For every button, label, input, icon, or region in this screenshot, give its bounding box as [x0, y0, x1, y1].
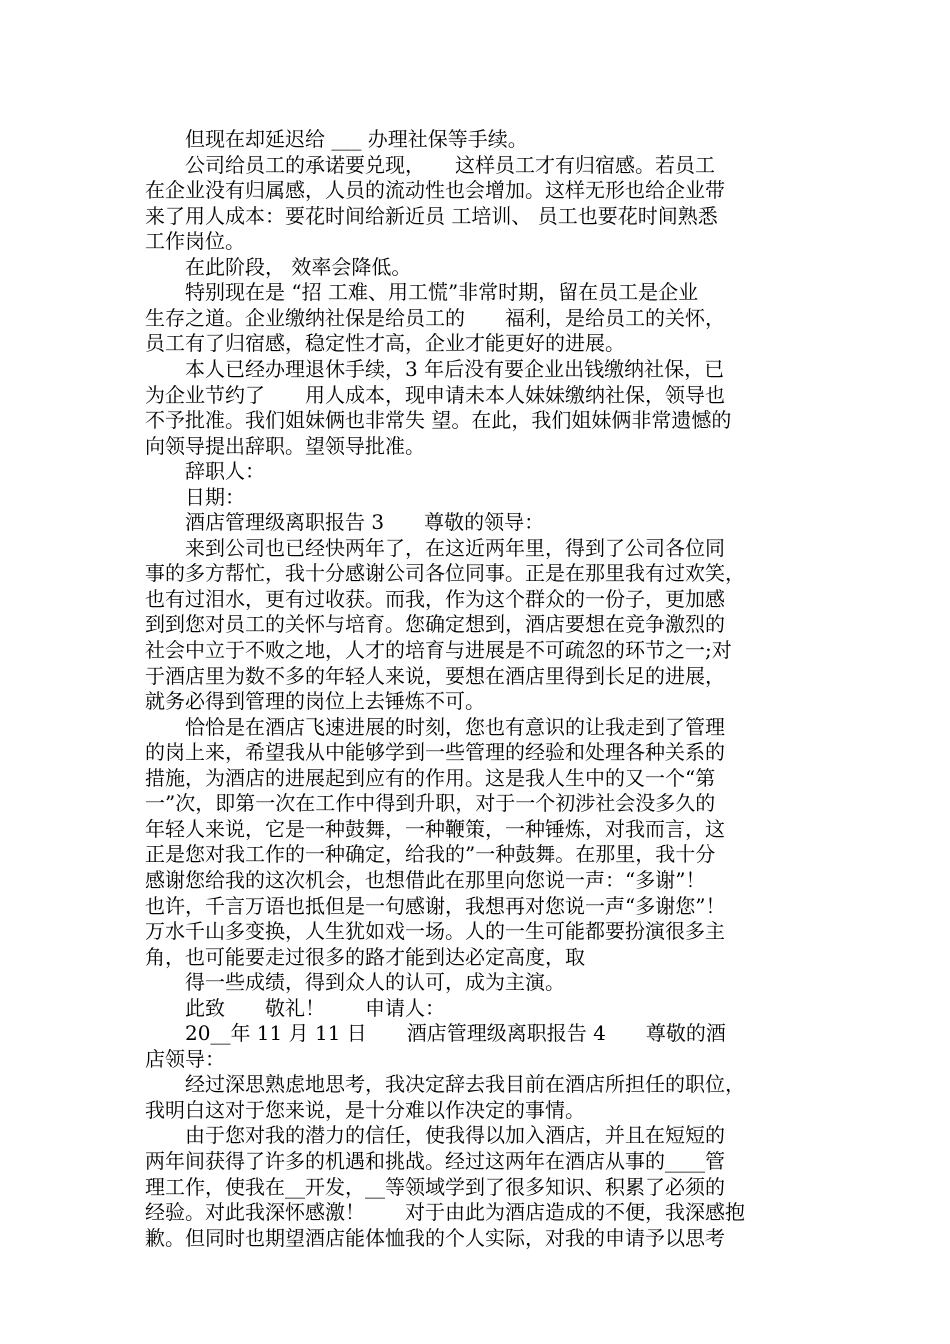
- text-line: 工作岗位。: [145, 229, 245, 253]
- text-line: 由于您对我的潜力的信任，使我得以加入酒店，并且在短短的: [145, 1123, 725, 1147]
- text-line: 角，也可能要走过很多的路才能到达必定高度，取: [145, 945, 585, 969]
- text-line: 在企业没有归属感，人员的流动性也会增加。这样无形也给企业带: [145, 178, 725, 202]
- text-line: 员工有了归宿感，稳定性才高，企业才能更好的进展。: [145, 331, 625, 355]
- text-line: 来了用人成本：要花时间给新近员 工培训、 员工也要花时间熟悉: [145, 204, 718, 228]
- text-line: 我明白这对于您来说，是十分难以作决定的事情。: [145, 1098, 585, 1122]
- text-line: 酒店管理级离职报告 3 尊敬的领导：: [145, 510, 545, 534]
- text-line: 万水千山多变换，人生犹如戏一场。人的一生可能都要扮演很多主: [145, 919, 725, 943]
- text-line: 经过深思熟虑地思考，我决定辞去我目前在酒店所担任的职位，: [145, 1072, 745, 1096]
- text-line: 日期：: [145, 485, 245, 509]
- text-line: 恰恰是在酒店飞速进展的时刻，您也有意识的让我走到了管理: [145, 715, 725, 739]
- text-line: 向领导提出辞职。望领导批准。: [145, 434, 425, 458]
- text-line: 为企业节约了 用人成本，现申请未本人妹妹缴纳社保，领导也: [145, 383, 725, 407]
- text-line: 也有过泪水，更有过收获。而我，作为这个群众的一份子，更加感: [145, 587, 725, 611]
- text-line: 一”次，即第一次在工作中得到升职，对于一个初涉社会没多久的: [145, 791, 716, 815]
- text-line: 店领导：: [145, 1047, 225, 1071]
- text-line: 也许，千言万语也抵但是一句感谢，我想再对您说一声“多谢您”！: [145, 894, 726, 918]
- text-line: 措施，为酒店的进展起到应有的作用。这是我人生中的又一个“第: [145, 766, 716, 790]
- text-line: 就务必得到管理的岗位上去锤炼不可。: [145, 689, 485, 713]
- text-line: 事的多方帮忙，我十分感谢公司各位同事。正是在那里我有过欢笑，: [145, 561, 745, 585]
- text-line: 在此阶段， 效率会降低。: [145, 255, 412, 279]
- text-line: 正是您对我工作的一种确定，给我的”一种鼓舞。在那里，我十分: [145, 842, 716, 866]
- text-line: 特别现在是 “招 工难、用工慌”非常时期，留在员工是企业: [145, 280, 699, 304]
- text-line: 理工作，使我在__开发，__等领域学到了很多知识、积累了必须的: [145, 1175, 725, 1199]
- text-line: 20__年 11 月 11 日 酒店管理级离职报告 4 尊敬的酒: [145, 1021, 726, 1045]
- text-line: 得一些成绩，得到众人的认可，成为主演。: [145, 970, 565, 994]
- text-line: 歉。但同时也期望酒店能体恤我的个人实际，对我的申请予以思考: [145, 1226, 725, 1250]
- text-line: 年轻人来说，它是一种鼓舞，一种鞭策，一种锤炼，对我而言，这: [145, 817, 725, 841]
- text-line: 不予批准。我们姐妹俩也非常失 望。在此，我们姐妹俩非常遗憾的: [145, 408, 732, 432]
- text-line: 到到您对员工的关怀与培育。您确定想到，酒店要想在竞争激烈的: [145, 612, 725, 636]
- text-line: 社会中立于不败之地，人才的培育与进展是不可疏忽的环节之一;对: [145, 638, 732, 662]
- text-line: 本人已经办理退休手续，3 年后没有要企业出钱缴纳社保，已: [145, 357, 725, 381]
- text-line: 但现在却延迟给 ___ 办理社保等手续。: [145, 127, 528, 151]
- text-line: 感谢您给我的这次机会，也想借此在那里向您说一声：“多谢”！: [145, 868, 706, 892]
- text-line: 此致 敬礼！ 申请人：: [145, 996, 445, 1020]
- text-line: 生存之道。企业缴纳社保是给员工的 福利，是给员工的关怀，: [145, 306, 725, 330]
- text-line: 经验。对此我深怀感激！ 对于由此为酒店造成的不便，我深感抱: [145, 1200, 745, 1224]
- text-line: 的岗上来，希望我从中能够学到一些管理的经验和处理各种关系的: [145, 740, 725, 764]
- text-line: 来到公司也已经快两年了，在这近两年里，得到了公司各位同: [145, 536, 725, 560]
- text-line: 公司给员工的承诺要兑现， 这样员工才有归宿感。若员工: [145, 153, 715, 177]
- text-line: 于酒店里为数不多的年轻人来说，要想在酒店里得到长足的进展，: [145, 664, 725, 688]
- text-line: 辞职人：: [145, 459, 265, 483]
- text-line: 两年间获得了许多的机遇和挑战。经过这两年在酒店从事的____管: [145, 1149, 725, 1173]
